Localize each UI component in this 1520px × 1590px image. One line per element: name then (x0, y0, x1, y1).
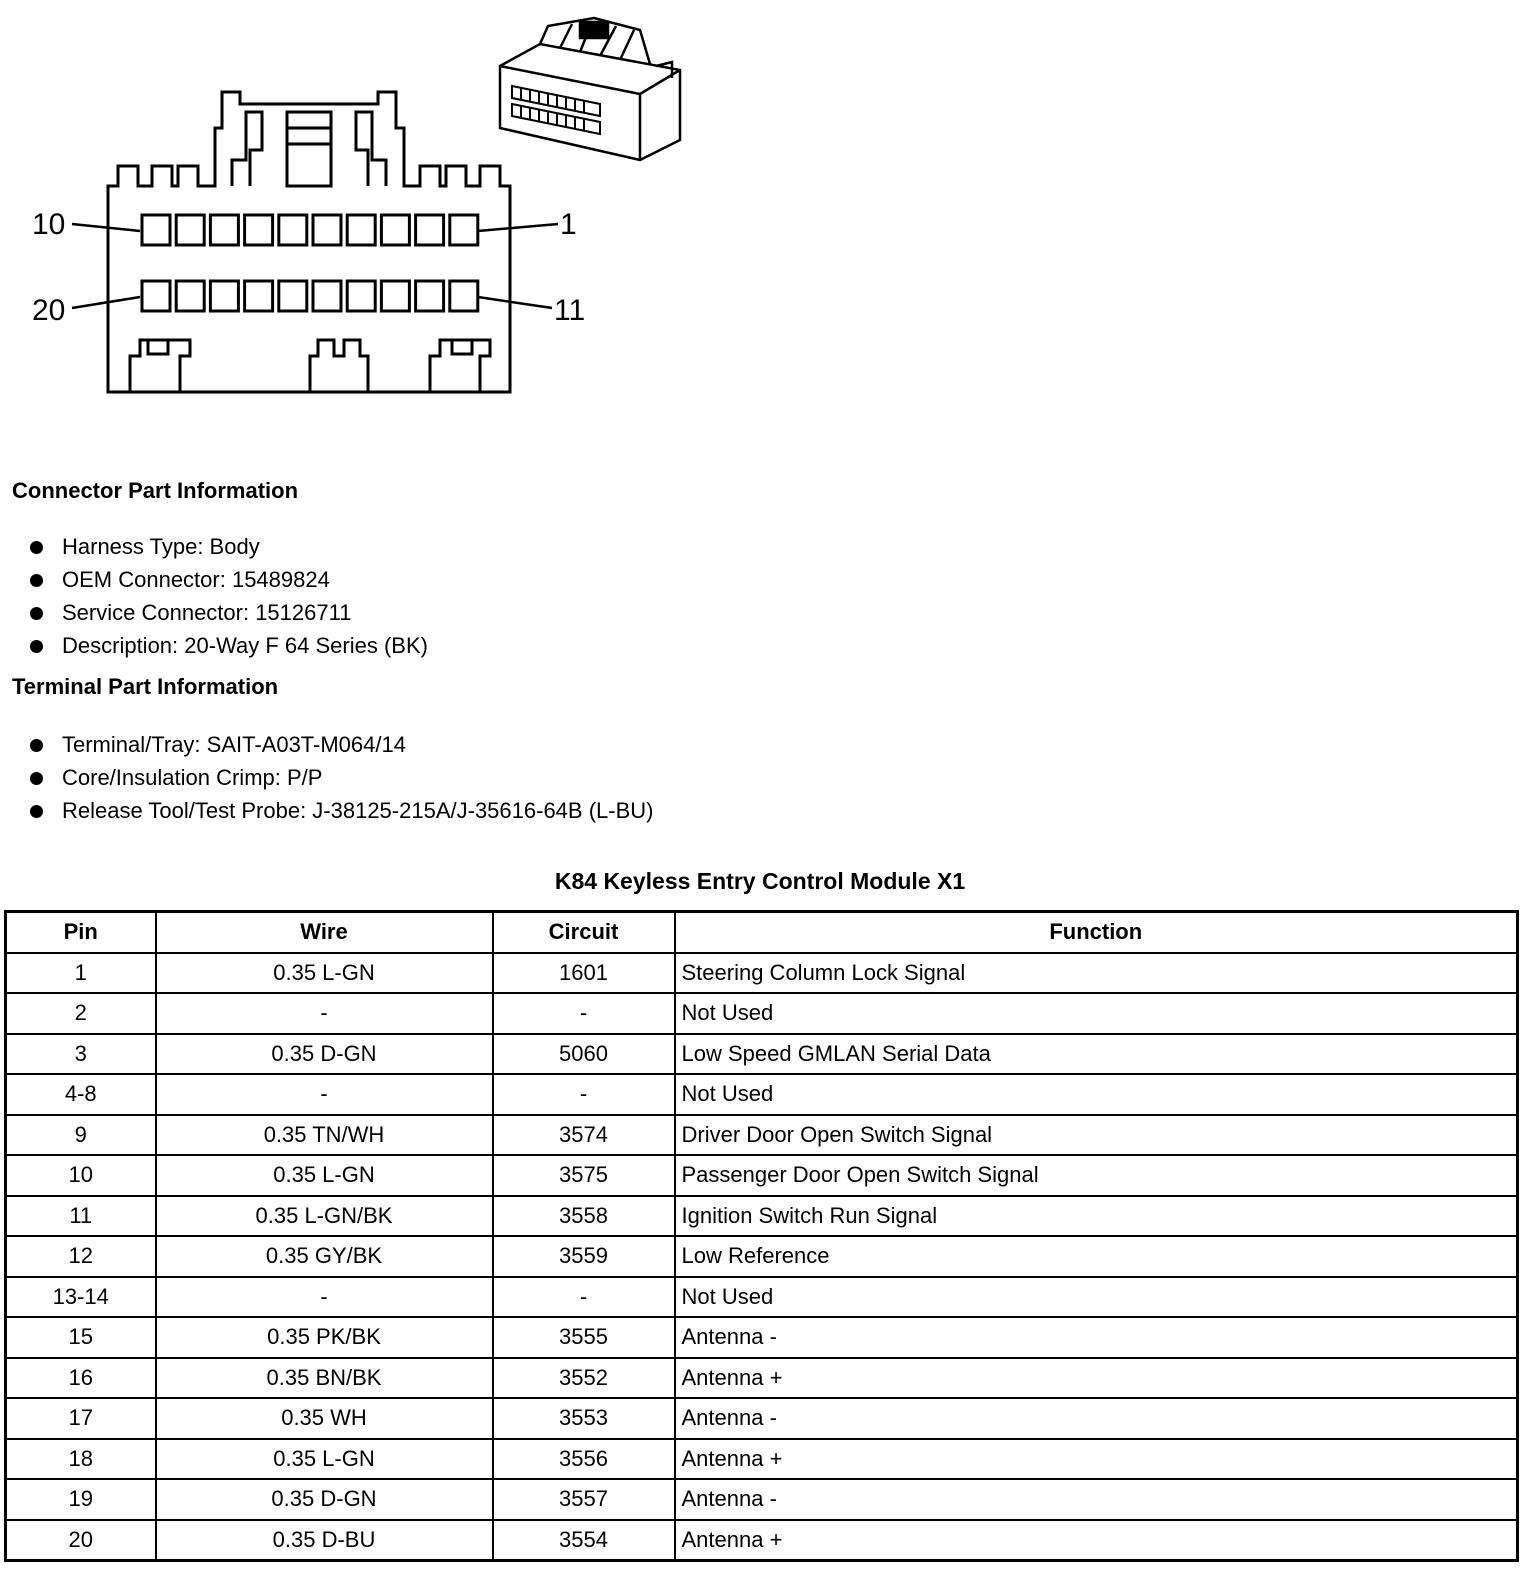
pinout-table (4, 910, 1519, 1562)
list-item: OEM Connector: 15489824 (28, 563, 428, 596)
pin-cavity (416, 281, 444, 311)
pin-cavity (381, 215, 409, 245)
cell-function: Antenna - (675, 1398, 1518, 1439)
cell-circuit: 3575 (493, 1155, 675, 1196)
pin-cavity (142, 215, 170, 245)
pin-cavity (313, 215, 341, 245)
list-item: Terminal/Tray: SAIT-A03T-M064/14 (28, 728, 653, 761)
cell-pin: 3 (6, 1034, 156, 1075)
pin-cavity (279, 215, 307, 245)
table-row (6, 1520, 1518, 1561)
cell-circuit: - (493, 1277, 675, 1318)
cell-wire: 0.35 L-GN/BK (156, 1196, 493, 1237)
cell-wire: 0.35 L-GN (156, 1439, 493, 1480)
cell-circuit: 3559 (493, 1236, 675, 1277)
cell-circuit: 3555 (493, 1317, 675, 1358)
connector-3d-illustration (500, 18, 680, 160)
cell-circuit: 3553 (493, 1398, 675, 1439)
list-item: Release Tool/Test Probe: J-38125-215A/J-35616-64B (L-BU) (28, 794, 653, 827)
cell-circuit: - (493, 1074, 675, 1115)
pin-label-10: 10 (32, 208, 66, 241)
table-row (6, 1277, 1518, 1318)
connector-info-title: Connector Part Information (12, 478, 299, 503)
table-row (6, 1034, 1518, 1075)
pin-cavity (176, 281, 204, 311)
cell-wire: - (156, 993, 493, 1034)
cell-function: Driver Door Open Switch Signal (675, 1115, 1518, 1156)
cell-function: Antenna - (675, 1317, 1518, 1358)
pin-cavity (245, 215, 273, 245)
pin-cavity (313, 281, 341, 311)
pin-label-20: 20 (32, 294, 66, 327)
pin-cavity (142, 281, 170, 311)
cell-circuit: 5060 (493, 1034, 675, 1075)
cell-wire: 0.35 PK/BK (156, 1317, 493, 1358)
list-item: Service Connector: 15126711 (28, 596, 428, 629)
cell-circuit: 3552 (493, 1358, 675, 1399)
terminal-info-list (28, 728, 653, 827)
table-row (6, 1196, 1518, 1237)
cell-pin: 19 (6, 1479, 156, 1520)
table-row (6, 1155, 1518, 1196)
pin-label-1: 1 (560, 208, 577, 241)
cell-pin: 1 (6, 953, 156, 994)
cell-circuit: 3556 (493, 1439, 675, 1480)
table-title: K84 Keyless Entry Control Module X1 (554, 868, 966, 894)
pin-label-11: 11 (554, 294, 586, 327)
table-row (6, 1074, 1518, 1115)
cell-wire: 0.35 L-GN (156, 1155, 493, 1196)
pin-cavity (210, 281, 238, 311)
cell-function: Not Used (675, 993, 1518, 1034)
pin-cavity (347, 281, 375, 311)
cell-function: Low Reference (675, 1236, 1518, 1277)
cell-circuit: 3558 (493, 1196, 675, 1237)
cell-circuit: 1601 (493, 953, 675, 994)
cell-pin: 9 (6, 1115, 156, 1156)
cell-wire: - (156, 1074, 493, 1115)
cell-function: Antenna + (675, 1439, 1518, 1480)
terminal-info-title: Terminal Part Information (12, 674, 279, 699)
table-row (6, 1479, 1518, 1520)
cell-pin: 4-8 (6, 1074, 156, 1115)
header-circuit: Circuit (493, 912, 675, 953)
cell-wire: - (156, 1277, 493, 1318)
cell-wire: 0.35 D-BU (156, 1520, 493, 1561)
table-row (6, 1236, 1518, 1277)
table-row (6, 1398, 1518, 1439)
cell-wire: 0.35 GY/BK (156, 1236, 493, 1277)
cell-circuit: - (493, 993, 675, 1034)
pin-cavity (347, 215, 375, 245)
cell-pin: 15 (6, 1317, 156, 1358)
cell-circuit: 3557 (493, 1479, 675, 1520)
connector-diagram (0, 0, 700, 410)
cell-wire: 0.35 BN/BK (156, 1358, 493, 1399)
cell-pin: 17 (6, 1398, 156, 1439)
cell-function: Ignition Switch Run Signal (675, 1196, 1518, 1237)
header-pin: Pin (6, 912, 156, 953)
cell-wire: 0.35 D-GN (156, 1479, 493, 1520)
pin-cavity (450, 215, 478, 245)
table-row (6, 1358, 1518, 1399)
table-row (6, 993, 1518, 1034)
list-item: Description: 20-Way F 64 Series (BK) (28, 629, 428, 662)
cell-pin: 16 (6, 1358, 156, 1399)
pin-cavity (416, 215, 444, 245)
cell-pin: 11 (6, 1196, 156, 1237)
table-row (6, 1439, 1518, 1480)
list-item: Harness Type: Body (28, 530, 428, 563)
cell-function: Antenna - (675, 1479, 1518, 1520)
cell-function: Antenna + (675, 1520, 1518, 1561)
header-function: Function (675, 912, 1518, 953)
cell-function: Antenna + (675, 1358, 1518, 1399)
cell-circuit: 3554 (493, 1520, 675, 1561)
pin-cavity (176, 215, 204, 245)
cell-circuit: 3574 (493, 1115, 675, 1156)
pin-cavity (450, 281, 478, 311)
cell-wire: 0.35 TN/WH (156, 1115, 493, 1156)
connector-info-list (28, 530, 428, 662)
cell-function: Passenger Door Open Switch Signal (675, 1155, 1518, 1196)
pin-cavity (381, 281, 409, 311)
list-item: Core/Insulation Crimp: P/P (28, 761, 653, 794)
table-row (6, 1317, 1518, 1358)
cell-wire: 0.35 WH (156, 1398, 493, 1439)
table-row (6, 1115, 1518, 1156)
cell-pin: 13-14 (6, 1277, 156, 1318)
cell-pin: 18 (6, 1439, 156, 1480)
pin-cavity (245, 281, 273, 311)
header-wire: Wire (156, 912, 493, 953)
cell-pin: 20 (6, 1520, 156, 1561)
cell-pin: 2 (6, 993, 156, 1034)
cell-function: Steering Column Lock Signal (675, 953, 1518, 994)
cell-function: Low Speed GMLAN Serial Data (675, 1034, 1518, 1075)
cell-wire: 0.35 D-GN (156, 1034, 493, 1075)
cell-wire: 0.35 L-GN (156, 953, 493, 994)
cell-pin: 10 (6, 1155, 156, 1196)
pin-cavity (279, 281, 307, 311)
pin-cavity (210, 215, 238, 245)
cell-pin: 12 (6, 1236, 156, 1277)
table-row (6, 953, 1518, 994)
cell-function: Not Used (675, 1074, 1518, 1115)
table-header-row (6, 912, 1518, 953)
cell-function: Not Used (675, 1277, 1518, 1318)
